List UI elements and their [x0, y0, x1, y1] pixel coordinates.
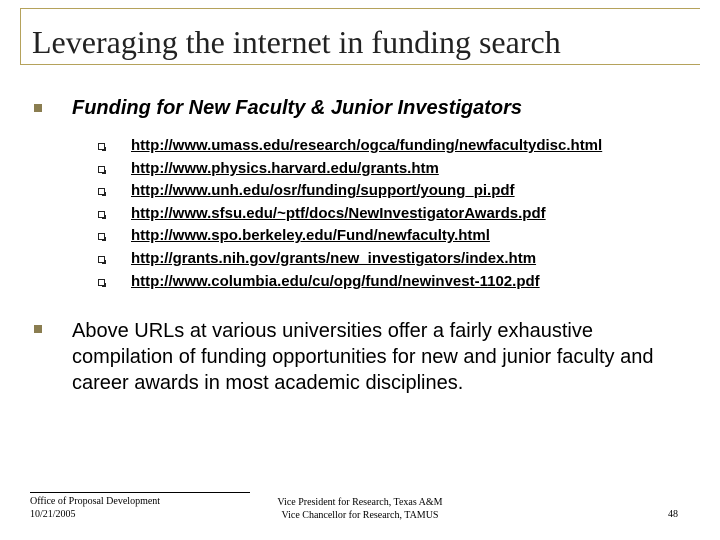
footer-office: Office of Proposal Development — [30, 496, 161, 507]
frame-left-rule — [20, 8, 21, 64]
section-heading: Funding for New Faculty & Junior Investigators — [72, 97, 523, 119]
list-item — [98, 272, 602, 295]
url-link[interactable]: http://www.spo.berkeley.edu/Fund/newfaculty.html — [131, 227, 490, 245]
list-item — [98, 249, 602, 272]
frame-top-rule — [20, 8, 700, 9]
url-link[interactable]: http://www.physics.harvard.edu/grants.htm — [131, 159, 439, 177]
checkbox-bullet-icon — [98, 143, 105, 150]
footer-vc: Vice Chancellor for Research, TAMUS — [281, 510, 439, 521]
square-bullet-icon — [34, 104, 42, 112]
url-link[interactable]: http://www.unh.edu/osr/funding/support/young_pi.pdf — [131, 182, 515, 200]
footer-center — [255, 496, 465, 522]
page-number: 48 — [668, 509, 678, 520]
link-list — [98, 136, 602, 294]
checkbox-bullet-icon — [98, 233, 105, 240]
footer-left — [30, 492, 250, 521]
checkbox-bullet-icon — [98, 166, 105, 173]
footer-vp: Vice President for Research, Texas A&M — [277, 497, 443, 508]
checkbox-bullet-icon — [98, 211, 105, 218]
url-link[interactable]: http://www.columbia.edu/cu/opg/fund/newinvest-1102.pdf — [131, 272, 540, 290]
list-item — [98, 136, 602, 159]
list-item — [98, 159, 602, 182]
summary-paragraph: Above URLs at various universities offer a fairly exhaustive compilation of funding opportunities for new and junior faculty and career awards in most academic disciplines. — [72, 320, 654, 394]
checkbox-bullet-icon — [98, 256, 105, 263]
list-item — [98, 204, 602, 227]
checkbox-bullet-icon — [98, 279, 105, 286]
square-bullet-icon — [34, 325, 42, 333]
list-item — [98, 181, 602, 204]
footer-date: 10/21/2005 — [30, 509, 76, 520]
checkbox-bullet-icon — [98, 188, 105, 195]
url-link[interactable]: http://grants.nih.gov/grants/new_investigators/index.htm — [131, 249, 537, 267]
title-divider — [20, 64, 700, 65]
list-item — [98, 226, 602, 249]
url-link[interactable]: http://www.umass.edu/research/ogca/funding/newfacultydisc.html — [131, 137, 603, 154]
slide-title: Leveraging the internet in funding search — [32, 24, 561, 60]
url-link[interactable]: http://www.sfsu.edu/~ptf/docs/NewInvestigatorAwards.pdf — [131, 204, 546, 222]
